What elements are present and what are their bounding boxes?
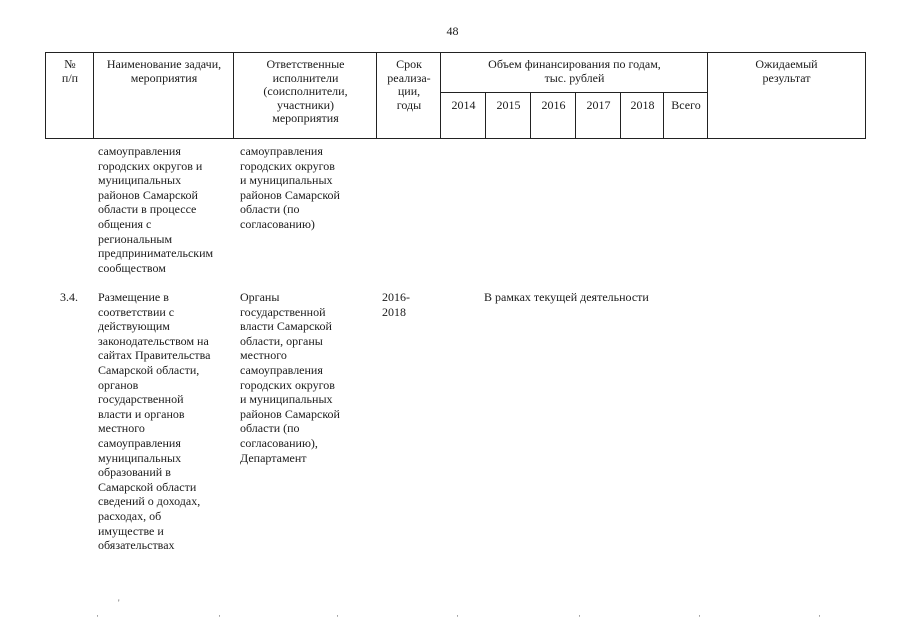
header-num: № п/п [61,57,79,85]
header-term: Срок реализа- ции, годы [387,57,431,112]
row-3-4-financing: В рамках текущей деятельности [484,290,649,304]
header-financing: Объем финансирования по годам, тыс. рублей [488,57,661,85]
row-continued-executors: самоуправления городских округов и муниципальных районов Самарской области (по согласованию) [240,144,340,231]
header-year-2015: 2015 [496,98,521,112]
scan-speck: · [96,611,99,621]
scan-speck: · [218,611,221,621]
scan-speck: · [818,611,821,621]
row-continued-task: самоуправления городских округов и муниципальных районов Самарской области в процессе общения с региональным предпринимательским сообществом [98,144,214,275]
row-3-4-num: 3.4. [60,290,78,304]
page-number: 48 [446,24,459,38]
row-3-4-term: 2016- 2018 [382,290,410,319]
scan-speck: · [456,611,459,621]
header-executors: Ответственные исполнители (соисполнители, участники) мероприятия [263,57,348,126]
scan-speck: · [336,611,339,621]
scan-speck: ' [118,598,120,608]
header-year-2014: 2014 [451,98,476,112]
header-task: Наименование задачи, мероприятия [106,57,222,85]
scan-speck: · [698,611,701,621]
row-3-4-executors: Органы государственной власти Самарской области, органы местного самоуправления городских округов и муниципальных районов Самарской области (по согласованию), Департамент [240,290,340,465]
scan-speck: · [578,611,581,621]
header-year-2016: 2016 [541,98,566,112]
header-total: Всего [671,98,701,112]
row-3-4-task: Размещение в соответствии с действующим законодательством на сайтах Правительства Самарской области, органов государственной власти и органов местного самоуправления муниципальных образований в Самарской области сведений о доходах, расходах, об имуществе и обязательствах [98,290,211,553]
header-year-2017: 2017 [586,98,611,112]
header-year-2018: 2018 [630,98,655,112]
header-result: Ожидаемый результат [755,57,818,85]
